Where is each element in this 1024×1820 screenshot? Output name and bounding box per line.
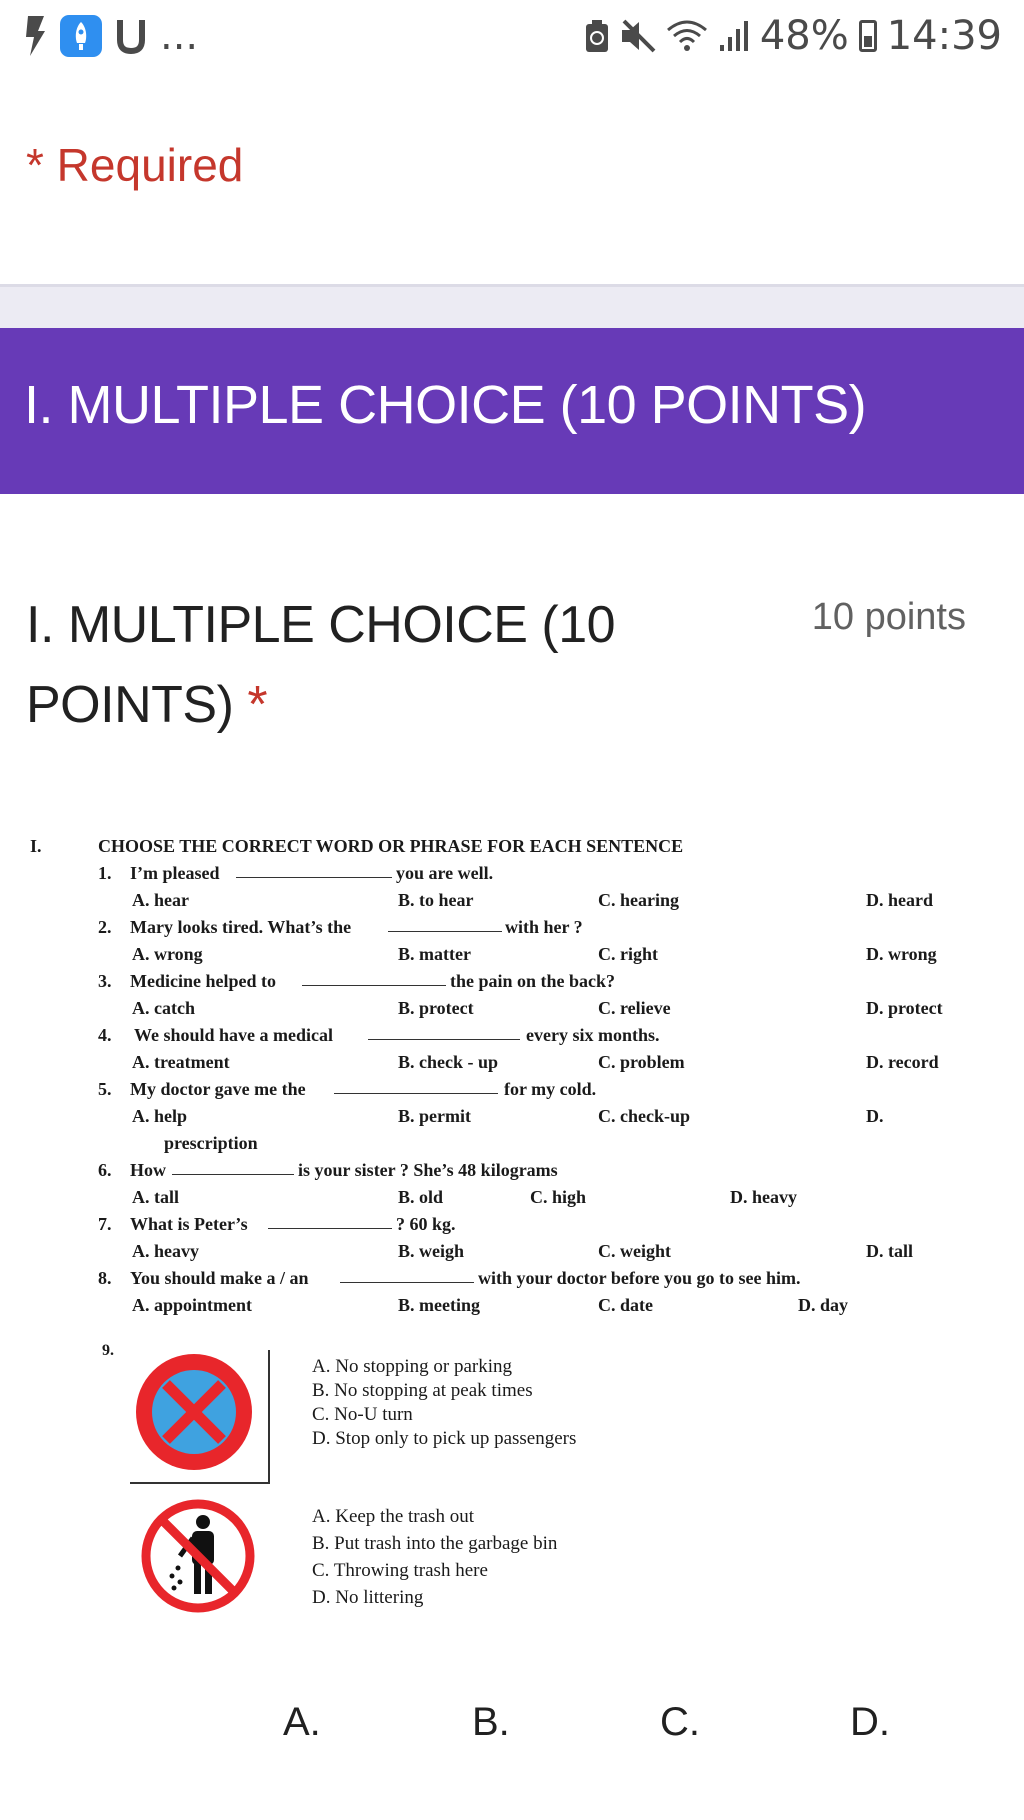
- item-prompt-end: for my cold.: [504, 1079, 597, 1099]
- sign-frame-line: [268, 1350, 270, 1484]
- item-blank: [368, 1025, 520, 1040]
- item-blank: [302, 971, 446, 986]
- option-b: B. check - up: [398, 1052, 499, 1072]
- option-d: D. record: [866, 1052, 939, 1072]
- status-left: [24, 10, 198, 62]
- sign1-option: A. No stopping or parking: [312, 1356, 513, 1377]
- sign2-option: C. Throwing trash here: [312, 1560, 488, 1581]
- sign1-option: C. No-U turn: [312, 1404, 413, 1425]
- option-b: B. old: [398, 1187, 444, 1207]
- option-b: B. protect: [398, 998, 474, 1018]
- worksheet-image: [0, 820, 1024, 1620]
- option-d: D. day: [798, 1295, 849, 1315]
- item-number: 7.: [98, 1214, 112, 1234]
- option-d-wrapped: prescription: [164, 1133, 258, 1153]
- item-prompt-end: with your doctor before you go to see him.: [478, 1268, 801, 1288]
- option-d: D. protect: [866, 998, 943, 1018]
- item-blank: [334, 1079, 498, 1094]
- option-b: B. to hear: [398, 890, 474, 910]
- wifi-icon: [666, 19, 708, 53]
- option-b: B. weigh: [398, 1241, 465, 1261]
- option-d: D.: [866, 1106, 884, 1126]
- sign2-option: B. Put trash into the garbage bin: [312, 1533, 558, 1554]
- answer-choices: [0, 1700, 1024, 1770]
- option-a: A. treatment: [132, 1052, 230, 1072]
- option-c: C. relieve: [598, 998, 671, 1018]
- option-b: B. matter: [398, 944, 471, 964]
- section-divider: [0, 284, 1024, 328]
- item-blank: [172, 1160, 294, 1175]
- option-a: A. catch: [132, 998, 195, 1018]
- lightning-icon: [24, 16, 46, 56]
- item-prompt-end: ? 60 kg.: [396, 1214, 456, 1234]
- mute-icon: [620, 19, 656, 53]
- sign1-option: D. Stop only to pick up passengers: [312, 1428, 577, 1449]
- item-prompt-start: How: [130, 1160, 166, 1180]
- option-c: C. check-up: [598, 1106, 691, 1126]
- item-blank: [340, 1268, 474, 1283]
- item-number: 9.: [102, 1342, 114, 1359]
- u-icon: [116, 18, 146, 54]
- clock: 14:39: [886, 13, 1002, 59]
- option-a: A. heavy: [132, 1241, 199, 1261]
- question-title: [26, 585, 726, 745]
- option-a: A. help: [132, 1106, 188, 1126]
- item-prompt-end: you are well.: [396, 863, 494, 883]
- item-prompt-end: the pain on the back?: [450, 971, 616, 991]
- item-prompt-end: with her ?: [505, 917, 583, 937]
- item-number: 4.: [98, 1025, 112, 1045]
- option-c: C. hearing: [598, 890, 679, 910]
- no-stopping-sign-icon: [130, 1348, 258, 1476]
- option-a: A. hear: [132, 890, 189, 910]
- more-notifications: ...: [160, 13, 199, 59]
- app-rocket-icon: [60, 15, 102, 57]
- question-points: 10 points: [811, 596, 966, 638]
- battery-percent: 48%: [759, 13, 849, 59]
- sign1-option: B. No stopping at peak times: [312, 1380, 533, 1401]
- option-c: C. problem: [598, 1052, 685, 1072]
- item-prompt-start: Medicine helped to: [130, 971, 276, 991]
- option-a: A. wrong: [132, 944, 203, 964]
- item-blank: [236, 863, 392, 878]
- item-prompt-start: I’m pleased: [130, 863, 220, 883]
- item-prompt-start: What is Peter’s: [130, 1214, 248, 1234]
- answer-option-c[interactable]: C.: [660, 1700, 700, 1744]
- option-c: C. weight: [598, 1241, 671, 1261]
- status-right: [584, 10, 1002, 62]
- item-number: 2.: [98, 917, 112, 937]
- status-bar: [0, 0, 1024, 72]
- section-header: [0, 328, 1024, 494]
- section-title: I. MULTIPLE CHOICE (10 POINTS): [24, 375, 867, 435]
- item-prompt-start: You should make a / an: [130, 1268, 309, 1288]
- option-a: A. tall: [132, 1187, 179, 1207]
- item-number: 3.: [98, 971, 112, 991]
- option-d: D. wrong: [866, 944, 937, 964]
- question-title-text: I. MULTIPLE CHOICE (10 POINTS): [26, 596, 616, 734]
- required-star: *: [247, 676, 268, 734]
- option-a: A. appointment: [132, 1295, 253, 1315]
- item-prompt-start: We should have a medical: [134, 1025, 334, 1045]
- item-number: 6.: [98, 1160, 112, 1180]
- option-c: C. right: [598, 944, 658, 964]
- option-b: B. meeting: [398, 1295, 480, 1315]
- no-littering-sign-icon: [138, 1496, 258, 1616]
- answer-option-d[interactable]: D.: [850, 1700, 890, 1744]
- option-d: D. tall: [866, 1241, 913, 1261]
- item-number: 5.: [98, 1079, 112, 1099]
- worksheet-heading: CHOOSE THE CORRECT WORD OR PHRASE FOR EACH SENTENCE: [98, 836, 684, 856]
- worksheet-roman: I.: [30, 836, 42, 856]
- item-blank: [388, 917, 502, 932]
- option-d: D. heard: [866, 890, 933, 910]
- item-number: 8.: [98, 1268, 112, 1288]
- item-number: 1.: [98, 863, 112, 883]
- option-b: B. permit: [398, 1106, 471, 1126]
- option-d: D. heavy: [730, 1187, 797, 1207]
- signal-icon: [718, 19, 750, 53]
- sync-icon: [584, 18, 610, 54]
- answer-option-a[interactable]: A.: [283, 1700, 321, 1744]
- required-notice: * Required: [26, 139, 244, 191]
- item-prompt-end: is your sister ? She’s 48 kilograms: [298, 1160, 558, 1180]
- item-prompt-start: My doctor gave me the: [130, 1079, 306, 1099]
- battery-icon: [859, 20, 877, 52]
- sign2-option: A. Keep the trash out: [312, 1506, 474, 1527]
- sign-frame-line: [130, 1482, 270, 1484]
- option-c: C. date: [598, 1295, 653, 1315]
- sign2-option: D. No littering: [312, 1587, 424, 1608]
- item-prompt-end: every six months.: [526, 1025, 660, 1045]
- answer-option-b[interactable]: B.: [472, 1700, 510, 1744]
- item-prompt-start: Mary looks tired. What’s the: [130, 917, 352, 937]
- item-blank: [268, 1214, 392, 1229]
- option-c: C. high: [530, 1187, 587, 1207]
